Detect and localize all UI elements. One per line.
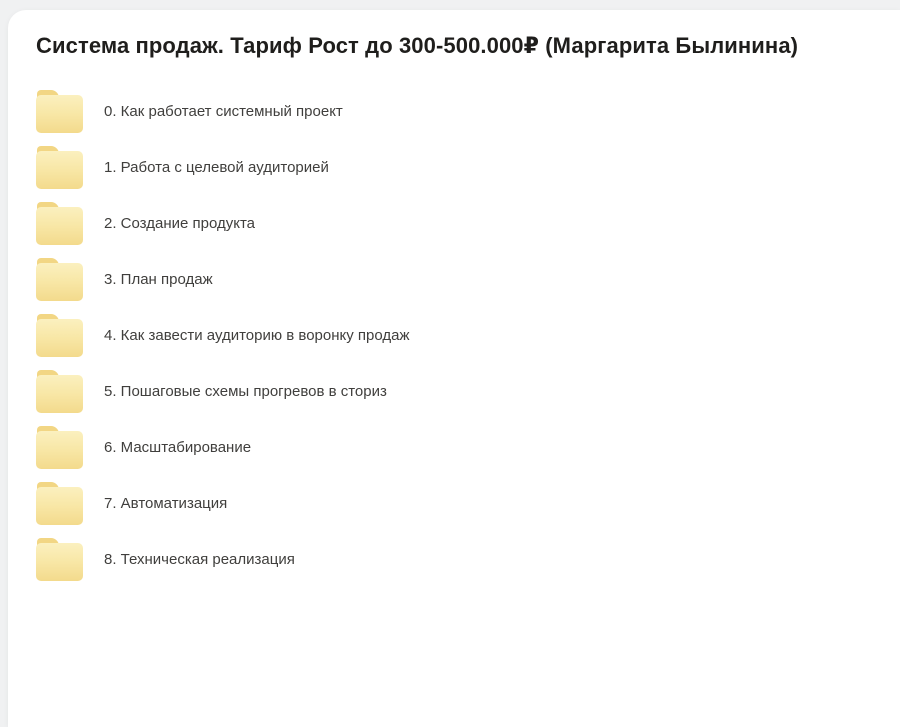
folder-name: 8. Техническая реализация	[104, 551, 295, 568]
folder-row[interactable]	[36, 476, 876, 532]
folder-icon	[36, 258, 84, 302]
folder-icon	[36, 90, 84, 134]
folder-row[interactable]	[36, 196, 876, 252]
folder-list	[36, 84, 876, 588]
folder-icon	[36, 314, 84, 358]
folder-body-shape	[36, 431, 83, 469]
folder-icon	[36, 482, 84, 526]
folder-body-shape	[36, 263, 83, 301]
folder-icon	[36, 146, 84, 190]
folder-name: 7. Автоматизация	[104, 495, 228, 512]
folder-icon	[36, 202, 84, 246]
folder-body-shape	[36, 375, 83, 413]
folder-name: 3. План продаж	[104, 271, 213, 288]
folder-body-shape	[36, 319, 83, 357]
folder-name: 4. Как завести аудиторию в воронку продаж	[104, 327, 410, 344]
folder-row[interactable]	[36, 532, 876, 588]
folder-name: 1. Работа с целевой аудиторией	[104, 159, 329, 176]
folder-row[interactable]	[36, 364, 876, 420]
folder-icon	[36, 426, 84, 470]
page-title: Система продаж. Тариф Рост до 300-500.000₽ (Маргарита Былинина)	[36, 33, 799, 58]
folder-body-shape	[36, 95, 83, 133]
folder-row[interactable]	[36, 420, 876, 476]
content-card	[8, 10, 900, 727]
folder-body-shape	[36, 487, 83, 525]
folder-body-shape	[36, 207, 83, 245]
folder-name: 0. Как работает системный проект	[104, 103, 343, 120]
folder-row[interactable]	[36, 252, 876, 308]
folder-body-shape	[36, 543, 83, 581]
folder-icon	[36, 370, 84, 414]
folder-row[interactable]	[36, 84, 876, 140]
folder-row[interactable]	[36, 140, 876, 196]
folder-row[interactable]	[36, 308, 876, 364]
folder-name: 2. Создание продукта	[104, 215, 256, 232]
folder-body-shape	[36, 151, 83, 189]
folder-name: 5. Пошаговые схемы прогревов в сториз	[104, 383, 387, 400]
folder-name: 6. Масштабирование	[104, 439, 252, 456]
folder-icon	[36, 538, 84, 582]
